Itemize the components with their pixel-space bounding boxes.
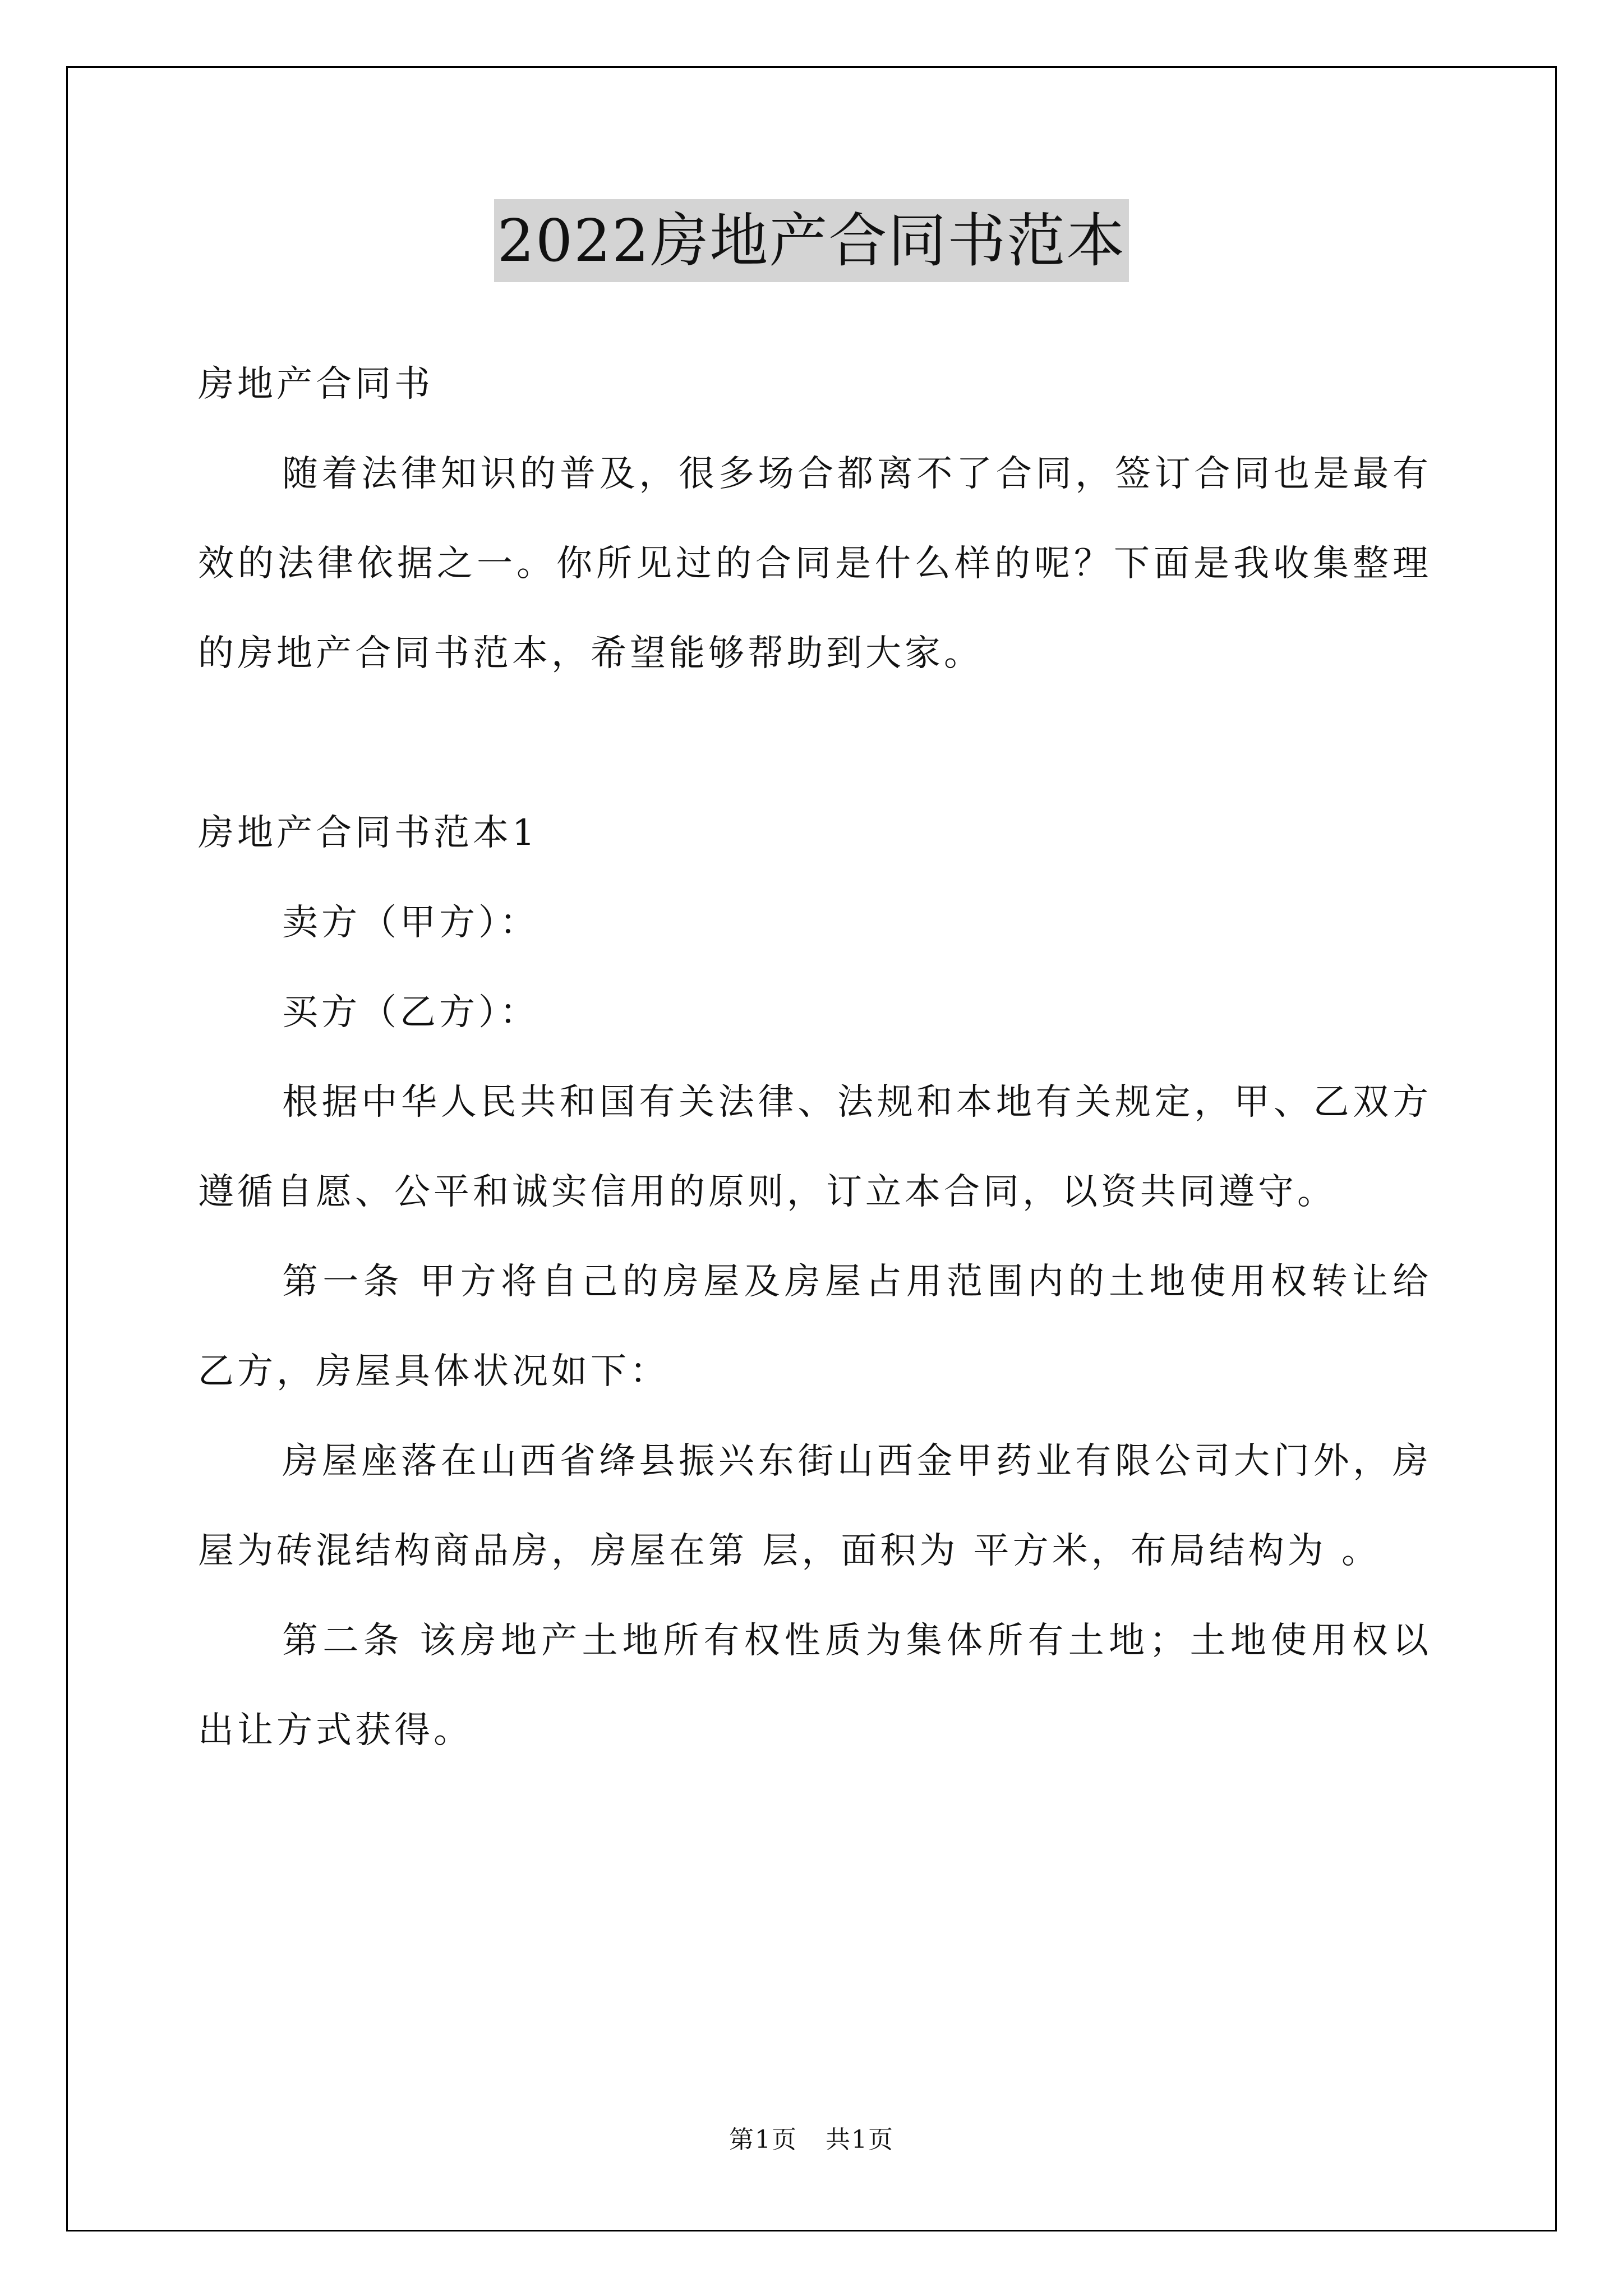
document-body bbox=[198, 339, 1432, 1775]
page-footer bbox=[0, 2123, 1623, 2157]
section-heading: 房地产合同书范本1 bbox=[198, 812, 538, 854]
property-location-paragraph: 房屋座落在山西省绛县振兴东街山西金甲药业有限公司大门外，房屋为砖混结构商品房，房屋在第 层，面积为 平方米，布局结构为 。 bbox=[198, 1441, 1432, 1572]
buyer-line: 买方（乙方）： bbox=[282, 992, 539, 1033]
page-number-total: 共1页 bbox=[826, 2125, 894, 2154]
seller-line: 卖方（甲方）： bbox=[282, 902, 539, 944]
page-number-current: 第1页 bbox=[729, 2125, 797, 2154]
paragraph-spacer bbox=[198, 698, 1432, 788]
article-2-paragraph: 第二条 该房地产土地所有权性质为集体所有土地；土地使用权以出让方式获得。 bbox=[198, 1620, 1432, 1751]
title-container bbox=[0, 199, 1623, 282]
article-1-paragraph: 第一条 甲方将自己的房屋及房屋占用范围内的土地使用权转让给乙方，房屋具体状况如下： bbox=[198, 1261, 1432, 1392]
intro-paragraph: 随着法律知识的普及，很多场合都离不了合同，签订合同也是最有效的法律依据之一。你所见过的合同是什么样的呢？下面是我收集整理的房地产合同书范本，希望能够帮助到大家。 bbox=[198, 453, 1432, 674]
document-title: 2022房地产合同书范本 bbox=[494, 199, 1129, 282]
preamble-paragraph: 根据中华人民共和国有关法律、法规和本地有关规定，甲、乙双方遵循自愿、公平和诚实信用的原则，订立本合同，以资共同遵守。 bbox=[198, 1082, 1432, 1213]
section-heading: 房地产合同书 bbox=[198, 364, 434, 405]
